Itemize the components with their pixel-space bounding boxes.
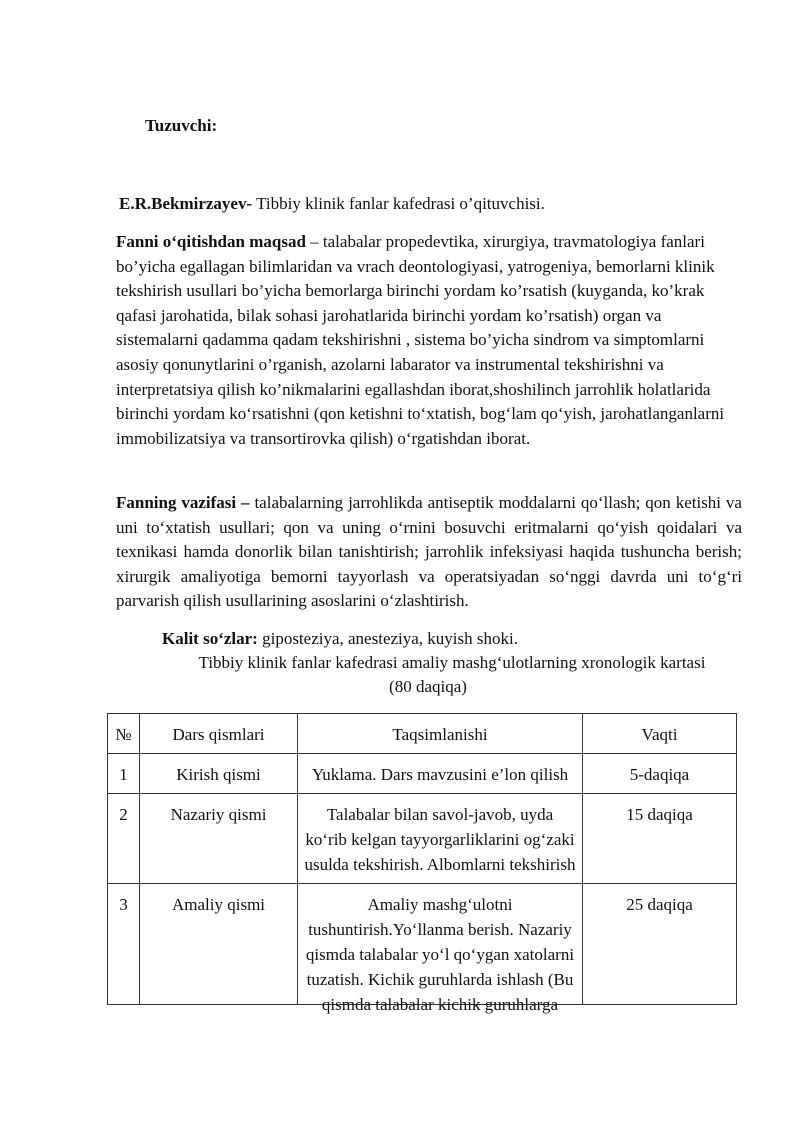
table-header-cell: Vaqti (583, 714, 737, 754)
goal-paragraph (116, 230, 736, 451)
tasks-label: Fanning vazifasi – (116, 493, 250, 512)
table-duration: (80 daqiqa) (389, 677, 467, 696)
table-cell-text: 3 (119, 895, 128, 914)
table-cell: Nazariy qismi (140, 794, 298, 884)
table-cell-text: Amaliy mashgʻulotni tushuntirish.Yoʻllanma berish. Nazariy qismda talabalar yoʻl qoʻygan xatolarni tuzatish. Kichik guruhlarda ishlash (Bu qismda talabalar kichik guruhlarga (305, 895, 575, 1014)
table-header-cell: Taqsimlanishi (298, 714, 583, 754)
table-row (108, 794, 737, 884)
author-line (119, 194, 545, 214)
schedule-table (107, 713, 737, 1014)
keywords-label: Kalit soʻzlar: (162, 629, 258, 648)
compiler-heading: Tuzuvchi: (145, 116, 218, 135)
table-cell: Kirish qismi (140, 754, 298, 794)
table-row (108, 884, 737, 1005)
table-cell: 5-daqiqa (583, 754, 737, 794)
table-cell: 15 daqiqa (583, 794, 737, 884)
tasks-text: talabalarning jarrohlikda antiseptik moddalarni qoʻllash; qon ketishi va uni toʻxtatish usullari; qon va uning oʻrnini bosuvchi eritmalarni qoʻyish qoidalari va texnikasi hamda donorlik bilan tanishtirish; jarrohlik infeksiyasi haqida tushuncha berish; xirurgik amaliyotiga bemorni tayyorlash va operatsiyadan soʻnggi davrda uni toʻgʻri parvarish qilish usullarining asoslarini oʻzlashtirish. (116, 493, 742, 611)
table-cell (298, 884, 583, 1014)
table-cell: Yuklama. Dars mavzusini e’lon qilish (298, 754, 583, 794)
table-cell-text: 25 daqiqa (626, 895, 693, 914)
keywords-text: giposteziya, anesteziya, kuyish shoki. (257, 629, 518, 648)
table-cell-text: Amaliy qismi (171, 895, 266, 914)
table-cell (140, 884, 298, 1005)
author-name: E.R.Bekmirzayev- (119, 194, 253, 213)
table-cell: Talabalar bilan savol-javob, uyda koʻrib kelgan tayyorgarliklarini ogʻzaki usulda tekshirish. Albomlarni tekshirish (298, 794, 583, 884)
goal-text: – talabalar propedevtika, xirurgiya, travmatologiya fanlari bo’yicha egallagan bilimlaridan va vrach deontologiyasi, yatrogeniya, bemorlarni klinik tekshirish usullari bo’yicha bemorlarga birinchi yordam ko’rsatish (kuyganda, ko’krak qafasi jarohatida, bilak sohasi jarohatlarida birinchi yordam ko’rsatish) organ va sistemalarni qadamma qadam tekshirishni , sistema bo’yicha sindrom va simptomlarni asosiy qonunytlarini o’rganish, azolarni labarator va instrumental tekshirishni va interpretatsiya qilish ko’nikmalarini egallashdan iborat,shoshilinch jarrohlik holatlarida birinchi yordam koʻrsatishni (qon ketishni toʻxtatish, bogʻlam qoʻyish, jarohatlanganlarni immobilizatsiya va transortirovka qilish) oʻrgatishdan iborat. (116, 232, 725, 448)
table-cell: 2 (108, 794, 140, 884)
table-cell: 1 (108, 754, 140, 794)
table-cell (583, 884, 737, 1005)
keywords-line (162, 629, 518, 649)
author-description: Tibbiy klinik fanlar kafedrasi o’qituvchisi. (252, 194, 545, 213)
table-row (108, 754, 737, 794)
table-header-cell: Dars qismlari (140, 714, 298, 754)
table-cell (108, 884, 140, 1005)
table-header-cell: № (108, 714, 140, 754)
table-caption: Tibbiy klinik fanlar kafedrasi amaliy mashgʻulotlarning xronologik kartasi (198, 653, 706, 672)
tasks-paragraph (116, 491, 742, 614)
goal-label: Fanni oʻqitishdan maqsad (116, 232, 306, 251)
table-header-row (108, 714, 737, 754)
